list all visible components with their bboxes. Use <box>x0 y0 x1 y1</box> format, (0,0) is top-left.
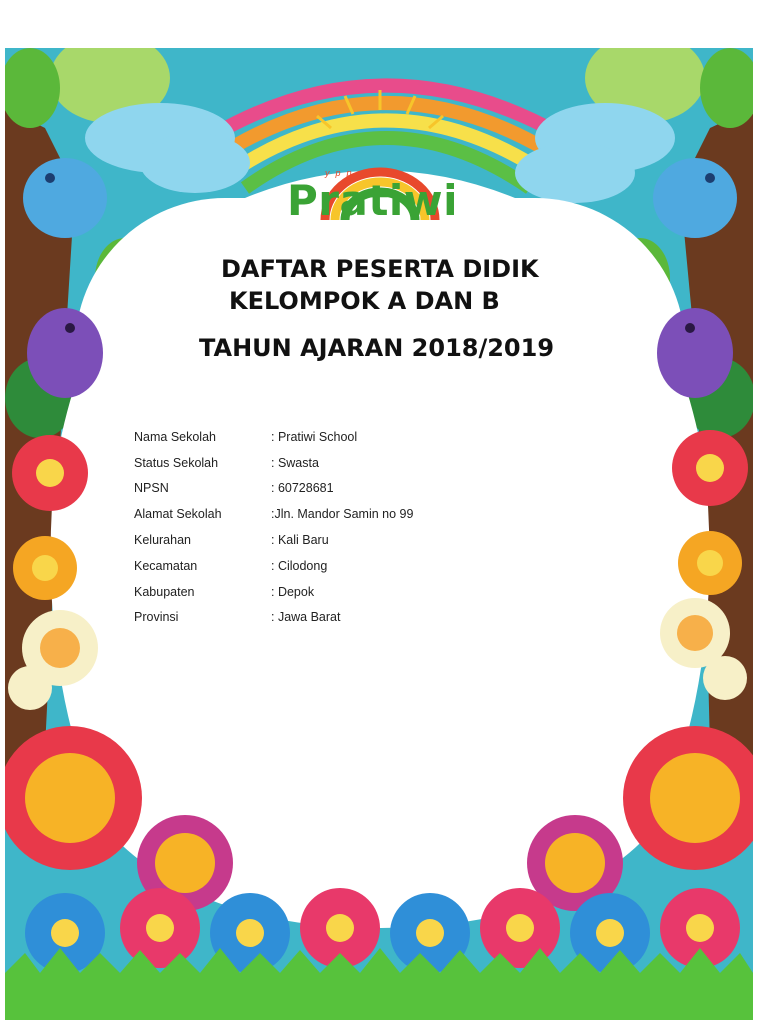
info-value: : Swasta <box>271 455 319 470</box>
heading-line-1: DAFTAR PESERTA DIDIK <box>221 255 539 283</box>
info-row <box>134 527 413 553</box>
info-row <box>134 476 413 502</box>
info-label: Kelurahan <box>134 533 191 548</box>
heading-line-3: TAHUN AJARAN 2018/2019 <box>199 334 555 362</box>
logo-tagline: ypp <box>325 168 358 178</box>
logo-brand-text: Pratiwi <box>287 176 459 225</box>
info-row <box>134 501 413 527</box>
heading-line-2: KELOMPOK A DAN B <box>229 287 500 315</box>
info-row <box>134 450 413 476</box>
info-label: Provinsi <box>134 610 179 625</box>
info-row <box>134 579 413 605</box>
school-info-list <box>134 424 413 630</box>
info-value: : Cilodong <box>271 558 328 573</box>
info-value: : 60728681 <box>271 481 334 496</box>
info-label: Kecamatan <box>134 558 198 573</box>
info-value: : Depok <box>271 584 315 599</box>
info-value: : Pratiwi School <box>271 429 358 444</box>
info-label: NPSN <box>134 481 169 496</box>
info-label: Alamat Sekolah <box>134 507 222 522</box>
info-value: : Jawa Barat <box>271 610 341 625</box>
info-row <box>134 605 413 631</box>
info-label: Status Sekolah <box>134 455 219 470</box>
info-row <box>134 553 413 579</box>
info-row <box>134 424 413 450</box>
info-value: :Jln. Mandor Samin no 99 <box>271 507 414 522</box>
info-label: Kabupaten <box>134 584 195 599</box>
info-label: Nama Sekolah <box>134 429 216 444</box>
info-value: : Kali Baru <box>271 533 329 548</box>
